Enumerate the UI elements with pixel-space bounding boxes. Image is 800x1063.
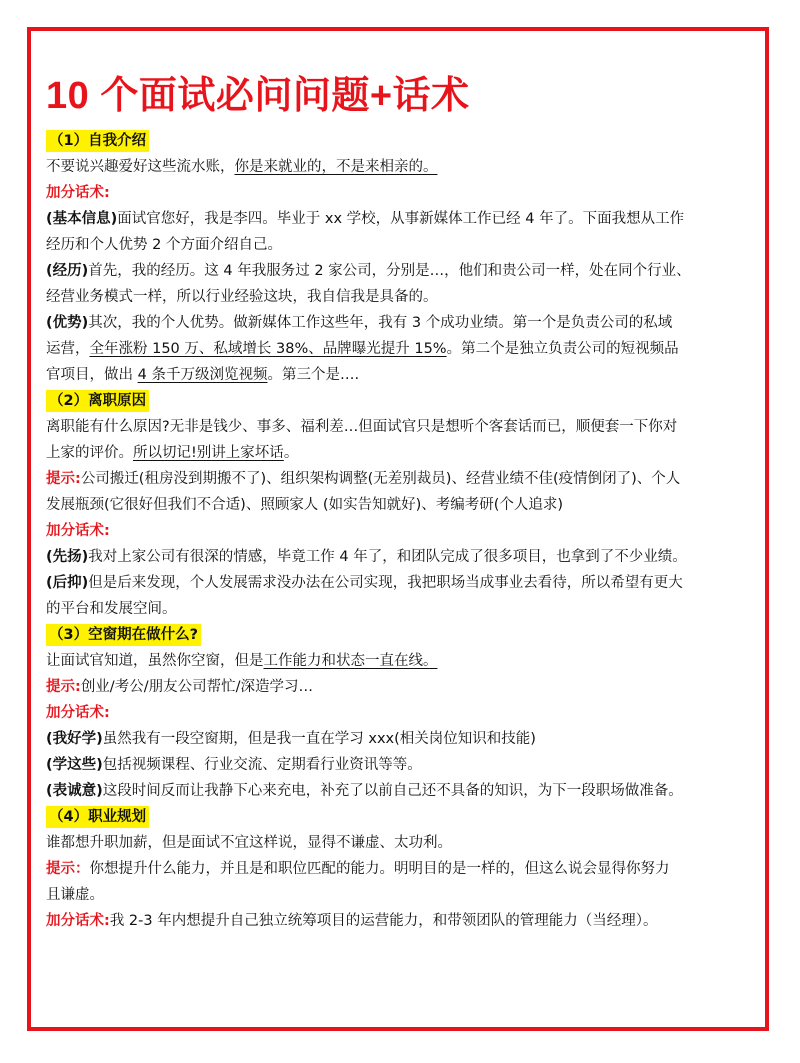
text: 让面试官知道，虽然你空窗，但是 bbox=[46, 653, 264, 669]
tag: (优势) bbox=[46, 315, 89, 331]
paragraph bbox=[46, 674, 762, 700]
paragraph bbox=[46, 778, 762, 804]
text: 官项目，做出 bbox=[46, 367, 138, 383]
text: 不要说兴趣爱好这些流水账， bbox=[46, 159, 235, 175]
text: 。第三个是…. bbox=[267, 367, 360, 383]
bonus-label: 加分话术: bbox=[46, 913, 110, 929]
section-heading: （1）自我介绍 bbox=[46, 130, 149, 152]
text: 上家的评价。 bbox=[46, 445, 133, 461]
text: 其次，我的个人优势。做新媒体工作这些年，我有 3 个成功业绩。第一个是负责公司的私域 bbox=[88, 315, 673, 331]
paragraph bbox=[46, 570, 762, 596]
paragraph bbox=[46, 752, 762, 778]
paragraph bbox=[46, 908, 762, 934]
text: 运营， bbox=[46, 341, 90, 357]
paragraph: 发展瓶颈(它很好但我们不合适)、照顾家人 (如实告知就好)、考编考研(个人追求) bbox=[46, 497, 564, 513]
paragraph bbox=[46, 726, 762, 752]
text: 我对上家公司有很深的情感，毕竟工作 4 年了，和团队完成了很多项目，也拿到了不少业绩。 bbox=[88, 549, 687, 565]
bonus-label: 加分话术: bbox=[46, 523, 110, 539]
text: 面试官您好，我是李四。毕业于 xx 学校，从事新媒体工作已经 4 年了。下面我想从工作 bbox=[117, 211, 685, 227]
tip-label: 提示: bbox=[46, 471, 81, 487]
paragraph bbox=[46, 206, 762, 232]
paragraph: 的平台和发展空间。 bbox=[46, 601, 177, 617]
text: 我 2-3 年内想提升自己独立统筹项目的运营能力，和带领团队的管理能力（当经理）。 bbox=[109, 913, 658, 929]
paragraph: 谁都想升职加薪，但是面试不宜这样说，显得不谦虚、太功利。 bbox=[46, 835, 452, 851]
underlined-text: 4 条千万级浏览视频 bbox=[137, 367, 268, 383]
section-3-heading-row bbox=[46, 622, 762, 648]
bonus-label: 加分话术: bbox=[46, 705, 110, 721]
tip-label: 提示： bbox=[46, 861, 90, 877]
section-1-heading-row bbox=[46, 128, 762, 154]
tag: (后抑) bbox=[46, 575, 89, 591]
tip-label: 提示: bbox=[46, 679, 81, 695]
paragraph: 且谦虚。 bbox=[46, 887, 104, 903]
underlined-text: 你是来就业的，不是来相亲的。 bbox=[234, 159, 438, 175]
paragraph: 经历和个人优势 2 个方面介绍自己。 bbox=[46, 237, 282, 253]
paragraph: 经营业务模式一样，所以行业经验这块，我自信我是具备的。 bbox=[46, 289, 438, 305]
tag: (学这些) bbox=[46, 757, 103, 773]
page-title: 10 个面试必问问题+话术 bbox=[46, 75, 470, 117]
text: 这段时间反而让我静下心来充电，补充了以前自己还不具备的知识，为下一段职场做准备。 bbox=[102, 783, 683, 799]
paragraph bbox=[46, 544, 762, 570]
tag: (表诚意) bbox=[46, 783, 103, 799]
text: 虽然我有一段空窗期，但是我一直在学习 xxx(相关岗位知识和技能) bbox=[102, 731, 536, 747]
underlined-text: 工作能力和状态一直在线。 bbox=[263, 653, 438, 669]
paragraph bbox=[46, 362, 762, 388]
text: 创业/考公/朋友公司帮忙/深造学习… bbox=[80, 679, 313, 695]
section-heading: （3）空窗期在做什么? bbox=[46, 624, 201, 646]
paragraph bbox=[46, 440, 762, 466]
article bbox=[46, 64, 762, 934]
section-4-heading-row bbox=[46, 804, 762, 830]
paragraph bbox=[46, 310, 762, 336]
section-2-heading-row bbox=[46, 388, 762, 414]
section-heading: （4）职业规划 bbox=[46, 806, 149, 828]
tag: (先扬) bbox=[46, 549, 89, 565]
text: 但是后来发现，个人发展需求没办法在公司实现，我把职场当成事业去看待，所以希望有更大 bbox=[88, 575, 683, 591]
underlined-text: 所以切记!别讲上家坏话 bbox=[133, 445, 284, 461]
text: 你想提升什么能力，并且是和职位匹配的能力。明明目的是一样的，但这么说会显得你努力 bbox=[89, 861, 670, 877]
tag: (经历) bbox=[46, 263, 89, 279]
paragraph bbox=[46, 466, 762, 492]
paragraph bbox=[46, 258, 762, 284]
paragraph bbox=[46, 648, 762, 674]
paragraph: 离职能有什么原因?无非是钱少、事多、福利差…但面试官只是想听个客套话而已，顺便套一下你对 bbox=[46, 419, 678, 435]
tag: (我好学) bbox=[46, 731, 103, 747]
paragraph bbox=[46, 856, 762, 882]
tag: (基本信息) bbox=[46, 211, 118, 227]
text: 。第二个是独立负责公司的短视频品 bbox=[446, 341, 679, 357]
text: 包括视频课程、行业交流、定期看行业资讯等等。 bbox=[102, 757, 422, 773]
bonus-label: 加分话术: bbox=[46, 185, 110, 201]
underlined-text: 全年涨粉 150 万、私域增长 38%、品牌曝光提升 15% bbox=[89, 341, 447, 357]
section-heading: （2）离职原因 bbox=[46, 390, 149, 412]
text: 。 bbox=[283, 445, 299, 461]
text: 公司搬迁(租房没到期搬不了)、组织架构调整(无差别裁员)、经营业绩不佳(疫情倒闭了)、个人 bbox=[80, 471, 681, 487]
text: 首先，我的经历。这 4 年我服务过 2 家公司，分别是…，他们和贵公司一样，处在同个行业、 bbox=[88, 263, 691, 279]
paragraph bbox=[46, 154, 762, 180]
paragraph bbox=[46, 336, 762, 362]
